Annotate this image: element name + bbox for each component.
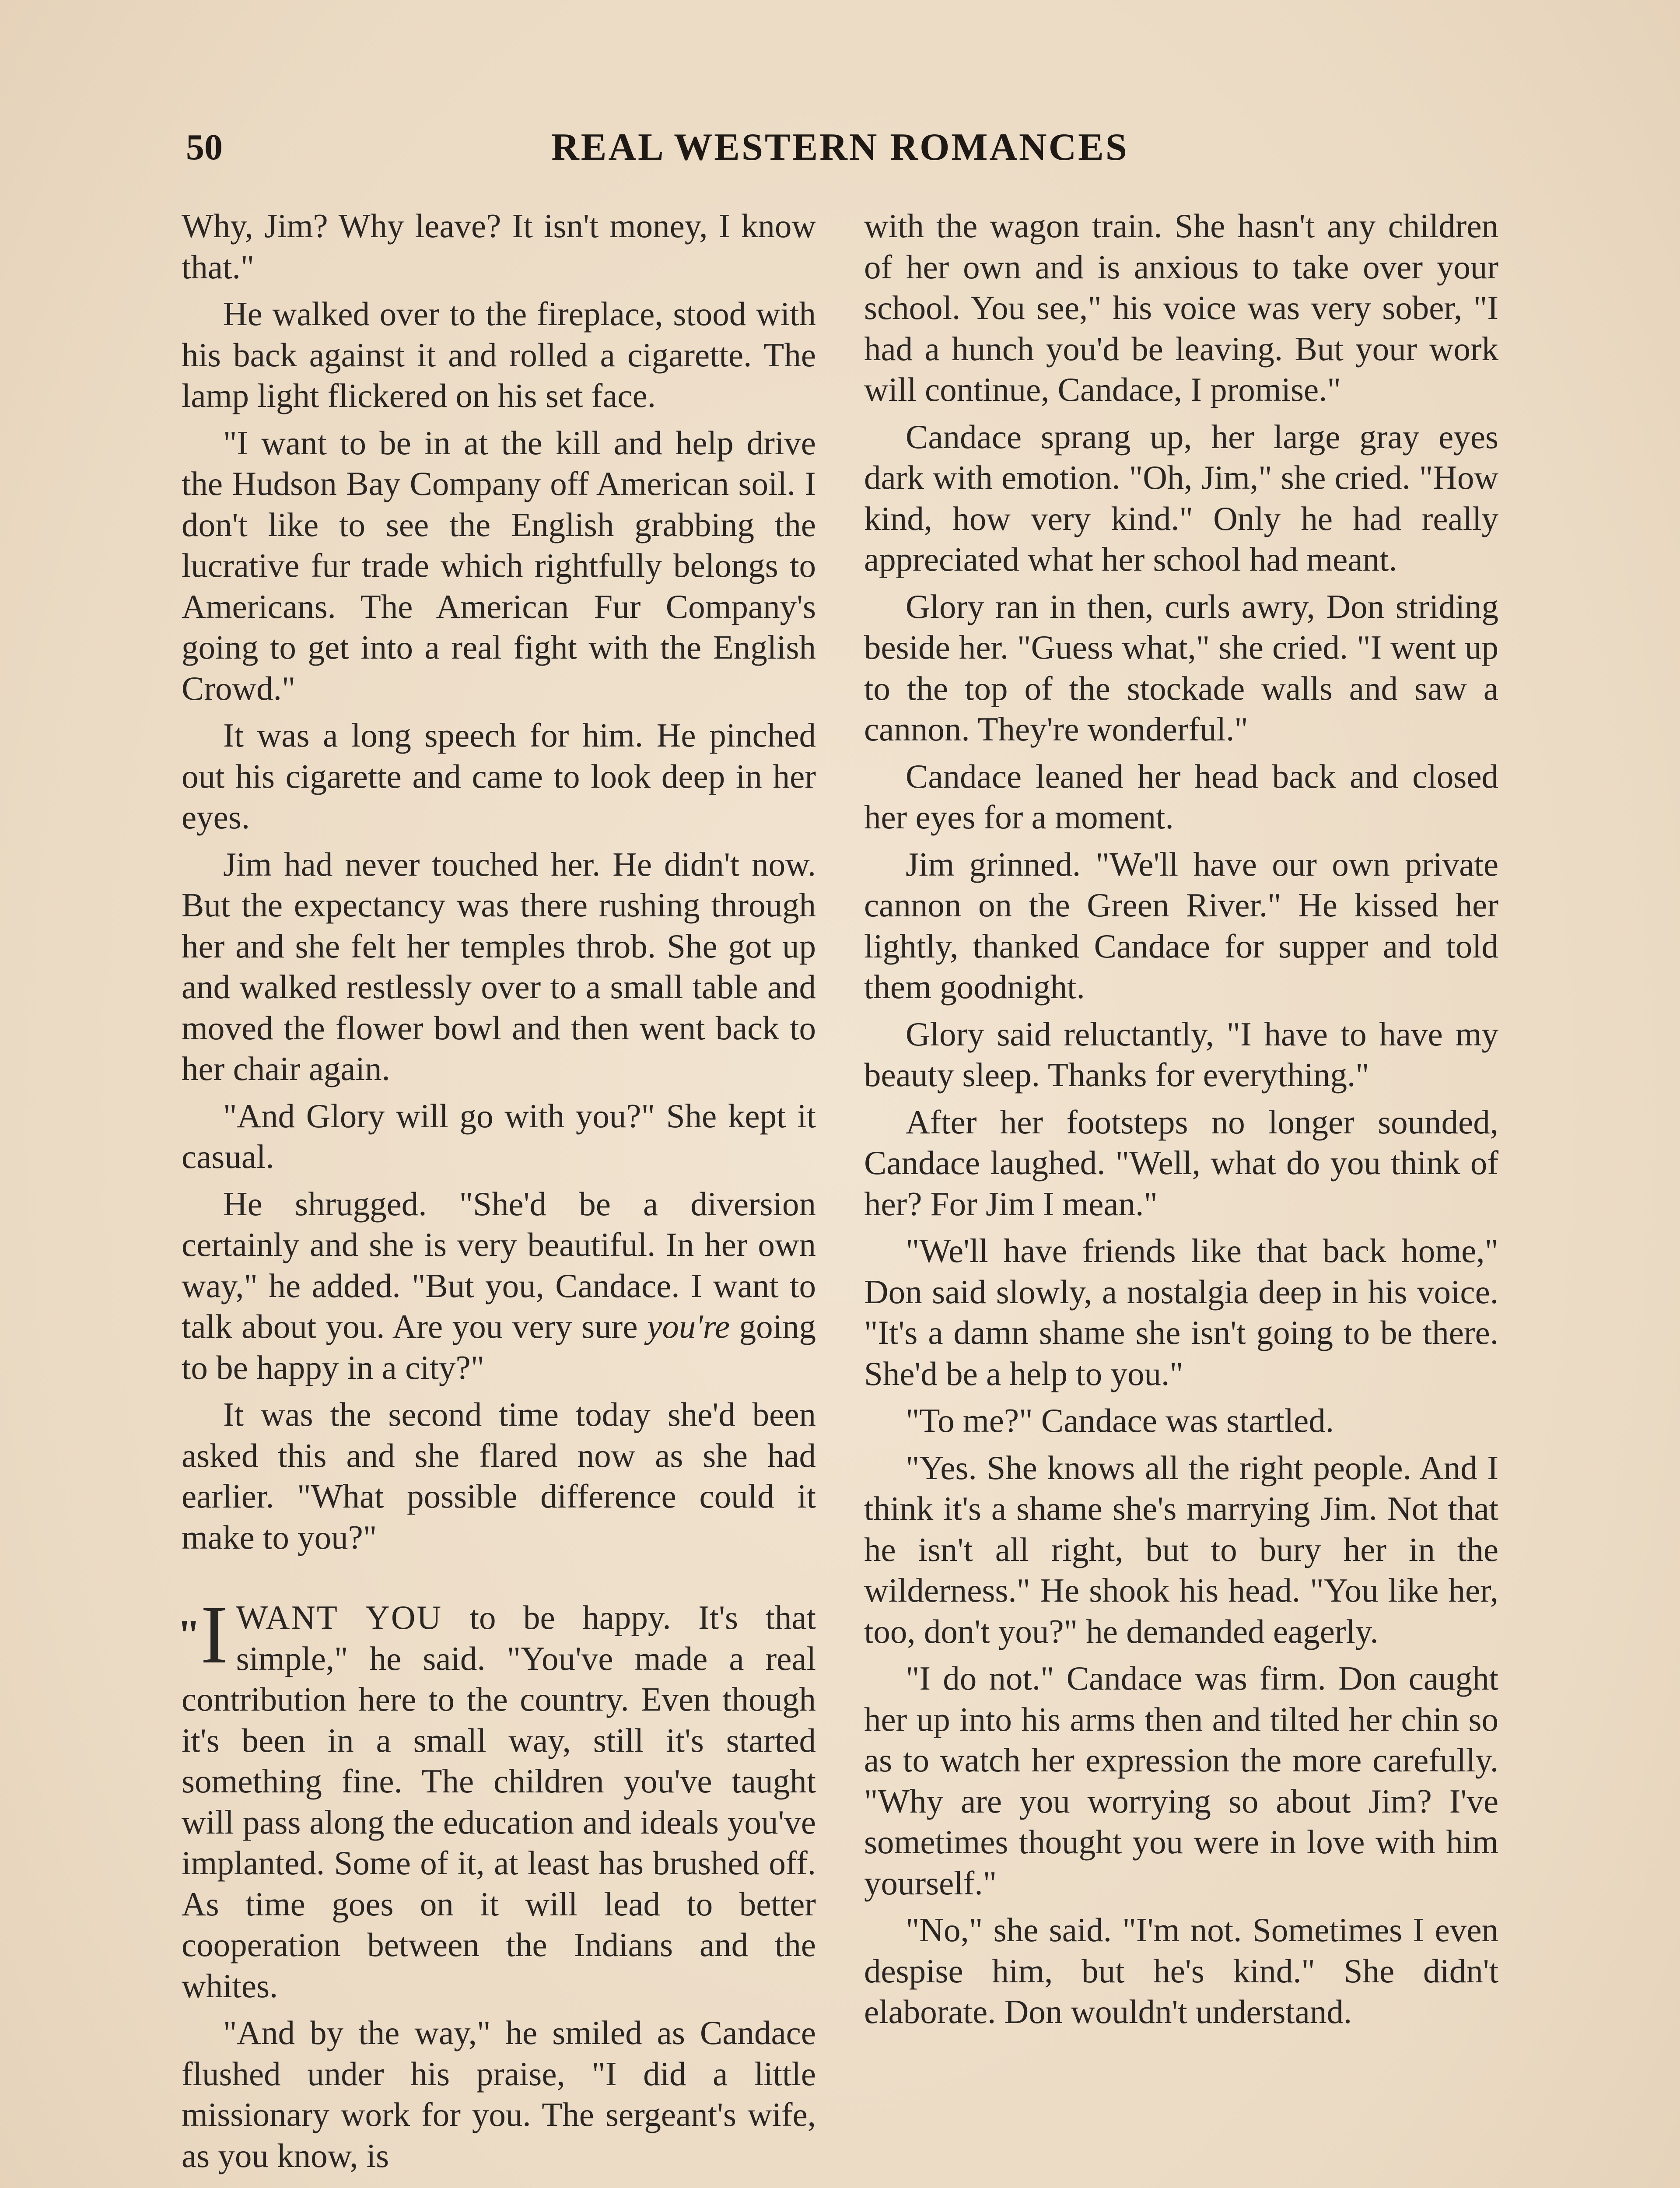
running-title: REAL WESTERN ROMANCES [551, 126, 1129, 168]
left-column [177, 206, 816, 2182]
paragraph: Candace leaned her head back and closed her eyes for a moment. [864, 757, 1498, 836]
paragraph: "We'll have friends like that back home," Don said slowly, a nostalgia deep in his voice. "It's a damn shame she isn't going to be there. She'd be a help to you." [864, 1232, 1498, 1392]
paragraph-text: going to be happy in a city?" [182, 1308, 816, 1386]
paragraph: "And by the way," he smiled as Candace flushed under his praise, "I did a little missionary work for you. The sergeant's wife, as you know, is [182, 2014, 816, 2174]
paragraph: Jim had never touched her. He didn't now. But the expectancy was there rushing through her and she felt her temples throb. She got up and walked restlessly over to a small table and moved the flower bowl and then went back to her chair again. [182, 845, 816, 1087]
paragraph-text: He shrugged. "She'd be a diversion certainly and she is very beautiful. In her own way," he added. "But you, Candace. I want to talk about you. Are you very sure [182, 1185, 816, 1345]
paragraph: with the wagon train. She hasn't any children of her own and is anxious to take over your school. You see," his voice was very sober, "I had a hunch you'd be leaving. But your work will continue, Candace, I promise." [864, 207, 1498, 408]
page-number: 50 [186, 127, 223, 168]
paragraph: Jim grinned. "We'll have our own private cannon on the Green River." He kissed her lightly, thanked Candace for supper and told them goodnight. [864, 845, 1498, 1006]
paragraph: Candace sprang up, her large gray eyes dark with emotion. "Oh, Jim," she cried. "How kind, how very kind." Only he had really appreciated what her school had meant. [864, 417, 1498, 578]
paragraph: After her footsteps no longer sounded, Candace laughed. "Well, what do you think of her? For Jim I mean." [864, 1103, 1498, 1223]
paragraph: "I want to be in at the kill and help drive the Hudson Bay Company off American soil. I don't like to see the English grabbing the lucrative fur trade which rightfully belongs to Americans. The American Fur Company's going to get into a real fight with the English Crowd." [182, 424, 816, 707]
paragraph: "And Glory will go with you?" She kept it casual. [182, 1097, 816, 1175]
paragraph: "To me?" Candace was startled. [906, 1402, 1334, 1439]
paragraph: Glory said reluctantly, "I have to have my beauty sleep. Thanks for everything." [864, 1015, 1498, 1094]
paragraph [182, 1184, 816, 1389]
paragraph: It was the second time today she'd been asked this and she flared now as she had earlier. "What possible difference could it make to you?" [182, 1396, 816, 1556]
paragraph-text: to be happy. It's that simple," he said. "You've made a real contribution here to the country. Even though it's been in a small way, still it's started something fine. The children you've taught will pass along the education and ideals you've implanted. Some of it, at least has brushed off. As time goes on it will lead to better cooperation between the Indians and the whites. [182, 1599, 816, 2005]
section-opening-paragraph [177, 1589, 816, 2006]
emphasis-text: you're [647, 1308, 730, 1345]
paragraph: It was a long speech for him. He pinched out his cigarette and came to look deep in her eyes. [182, 716, 816, 836]
paragraph: "Yes. She knows all the right people. And I think it's a shame she's marrying Jim. Not that he isn't all right, but to bury her in the wilderness." He shook his head. "You like her, too, don't you?" he demanded eagerly. [864, 1448, 1498, 1650]
paragraph: "No," she said. "I'm not. Sometimes I even despise him, but he's kind." She didn't elaborate. Don wouldn't understand. [864, 1911, 1498, 2030]
lead-in-caps: WANT YOU [236, 1599, 443, 1636]
page-header [0, 123, 1680, 172]
right-column [864, 206, 1498, 2039]
drop-cap-letter: I [200, 1589, 228, 1681]
drop-cap-quote: " [177, 1611, 201, 1658]
drop-cap [177, 1589, 228, 1681]
paragraph: "I do not." Candace was firm. Don caught her up into his arms then and tilted her chin so as to watch her expression the more carefully. "Why are you worrying so about Jim? I've sometimes thought you were in love with him yourself." [864, 1659, 1498, 1902]
paragraph: Glory ran in then, curls awry, Don striding beside her. "Guess what," she cried. "I went up to the top of the stockade walls and saw a cannon. They're wonderful." [864, 587, 1498, 748]
paragraph: Why, Jim? Why leave? It isn't money, I know that." [182, 207, 816, 286]
paragraph: He walked over to the fireplace, stood with his back against it and rolled a cigarette. The lamp light flickered on his set face. [182, 295, 816, 414]
